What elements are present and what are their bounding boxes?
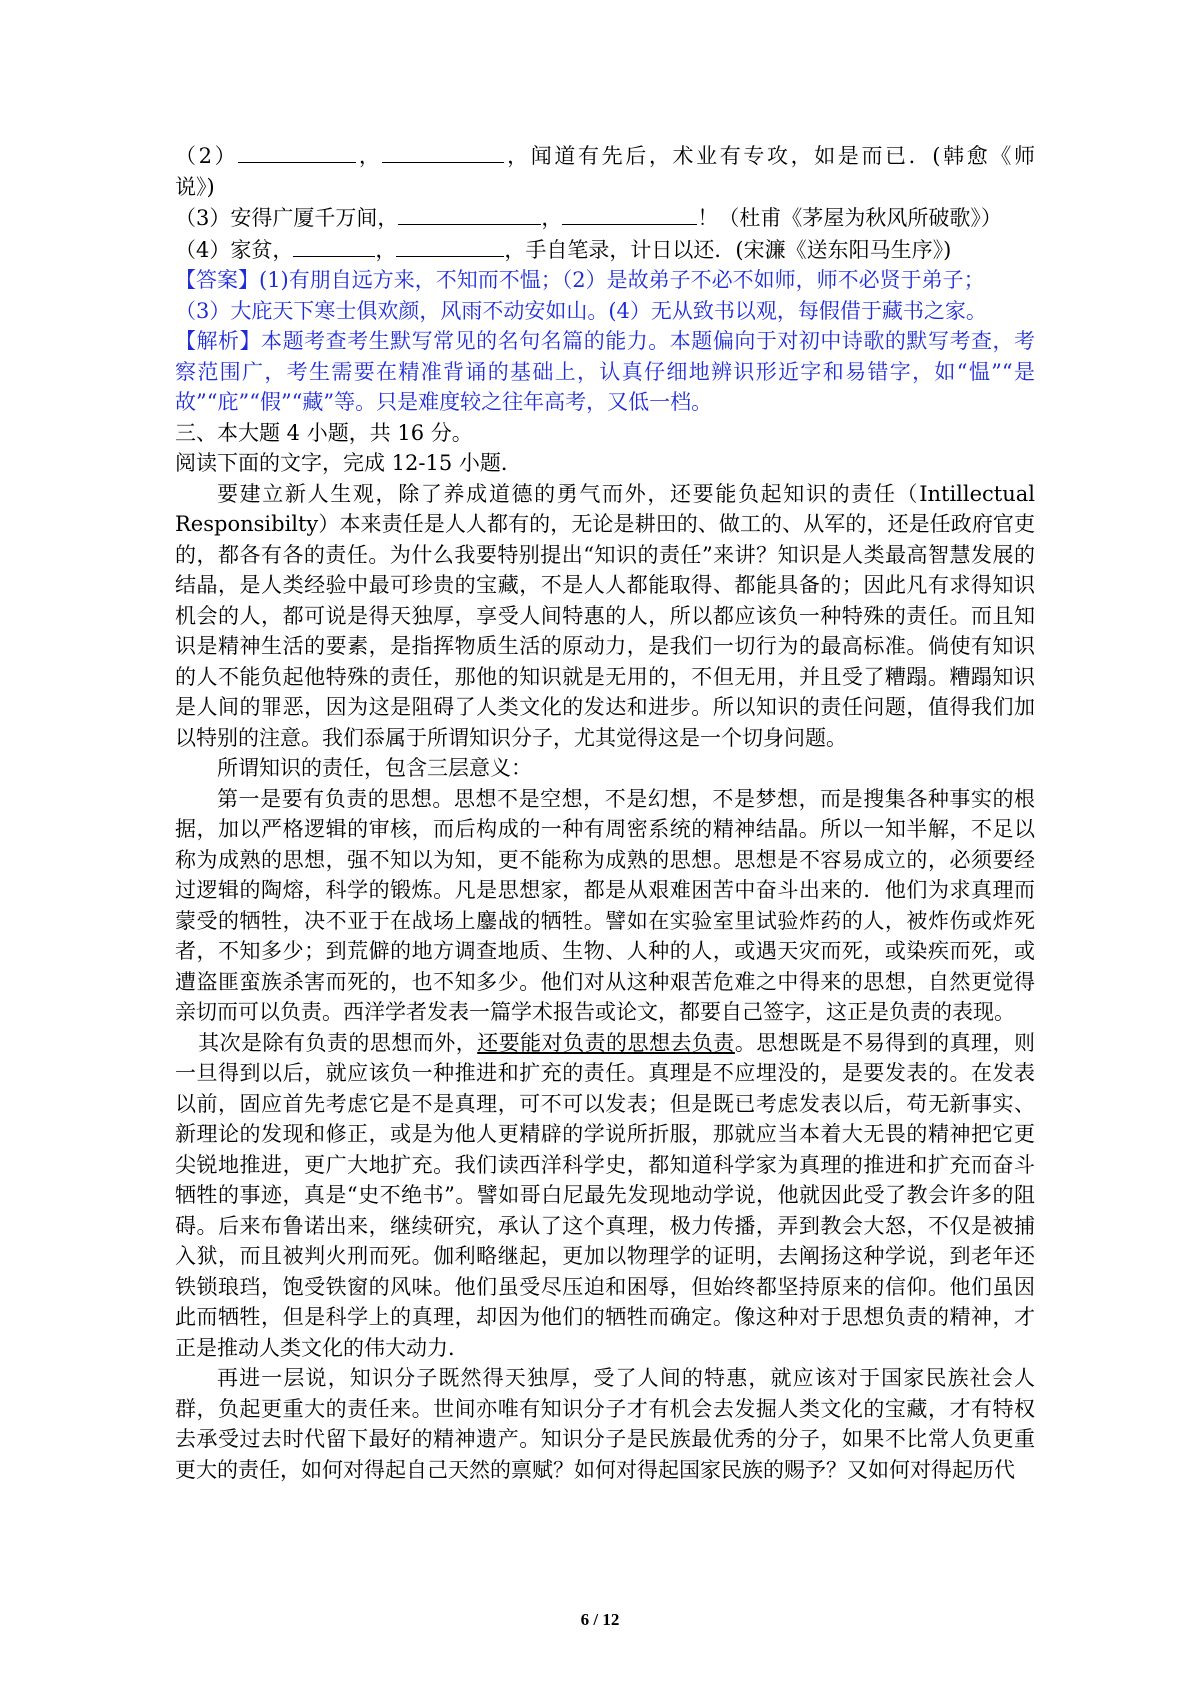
- paragraph-4-lead: 其次是除有负责的思想而外，: [198, 1030, 478, 1055]
- answer-blank: [293, 234, 375, 257]
- article-paragraph-1: 要建立新人生观，除了养成道德的勇气而外，还要能负起知识的责任（Intillectual Responsibilty）本来责任是人人都有的，无论是耕田的、做工的、从军的，还是任政府官吏的，都各有各的责任。为什么我要特别提出“知识的责任”来讲？知识是人类最高智慧发展的结晶，是人类经验中最可珍贵的宝藏，不是人人都能取得、都能具备的；因此凡有求得知识机会的人，都可说是得天独厚，享受人间特惠的人，所以都应该负一种特殊的责任。而且知识是精神生活的要素，是指挥物质生活的原动力，是我们一切行为的最高标准。倘使有知识的人不能负起他特殊的责任，那他的知识就是无用的，不但无用，并且受了糟蹋。糟蹋知识是人间的罪恶，因为这是阻碍了人类文化的发达和进步。所以知识的责任问题，值得我们加以特别的注意。我们忝属于所谓知识分子，尤其觉得这是一个切身问题。: [175, 481, 1035, 750]
- article-paragraph-5: 再进一层说，知识分子既然得天独厚，受了人间的特惠，就应该对于国家民族社会人群，负起更重大的责任来。世间亦唯有知识分子才有机会去发掘人类文化的宝藏，才有特权去承受过去时代留下最好的精神遗产。知识分子是民族最优秀的分子，如果不比常人负更重更大的责任，如何对得起自己天然的禀赋？如何对得起国家民族的赐予？又如何对得起历代: [175, 1366, 1035, 1482]
- answer-line-2: （3）大庇天下寒士俱欢颜，风雨不动安如山。(4）无从致书以观，每假借于藏书之家。: [175, 298, 987, 323]
- question-4-prefix: （4）家贫，: [175, 237, 294, 262]
- question-2-suffix: ，闻道有先后，术业有专攻，如是而已．(韩愈《师: [504, 144, 1035, 168]
- question-2-sep: ，: [356, 144, 383, 168]
- question-4-suffix: ，手自笔录，计日以还．(宋濂《送东阳马生序》): [504, 237, 952, 262]
- section-instruction: 阅读下面的文字，完成 12-15 小题．: [175, 451, 522, 475]
- article-paragraph-4: [175, 1028, 1035, 1364]
- question-2-wrap: 说》): [175, 174, 215, 199]
- answer-blank: [562, 202, 697, 225]
- article-paragraph-2: 所谓知识的责任，包含三层意义：: [217, 756, 532, 780]
- page-number: 6 / 12: [580, 1610, 620, 1629]
- question-3-sep: ，: [541, 206, 563, 230]
- answer-line-1: 【答案】(1)有朋自远方来，不知而不愠；（2）是故弟子不必不如师，师不必贤于弟子；: [175, 268, 985, 292]
- answer-blank: [382, 140, 504, 163]
- page-content: [175, 140, 1035, 1485]
- answer-blank: [398, 202, 541, 225]
- answer-blank: [396, 234, 504, 257]
- paragraph-4-body: 。思想既是不易得到的真理，则一旦得到以后，就应该负一种推进和扩充的责任。真理是不应埋没的，是要发表的。在发表以前，固应首先考虑它是不是真理，可不可以发表；但是既已考虑发表以后，苟无新事实、新理论的发现和修正，或是为他人更精辟的学说所折服，那就应当本着大无畏的精神把它更尖锐地推进，更广大地扩充。我们读西洋科学史，都知道科学家为真理的推进和扩充而奋斗牺牲的事迹，真是“史不绝书”。譬如哥白尼最先发现地动学说，他就因此受了教会许多的阻碍。后来布鲁诺出来，继续研究，承认了这个真理，极力传播，弄到教会大怒，不仅是被捕入狱，而且被判火刑而死。伽利略继起，更加以物理学的证明，去阐扬这种学说，到老年还铁锁琅珰，饱受铁窗的风味。他们虽受尽压迫和困辱，但始终都坚持原来的信仰。他们虽因此而牺牲，但是科学上的真理，却因为他们的牺牲而确定。像这种对于思想负责的精神，才正是推动人类文化的伟大动力．: [175, 1030, 1035, 1360]
- question-3: [175, 202, 1035, 234]
- section-heading: 三、本大题 4 小题，共 16 分。: [175, 420, 473, 445]
- question-2-prefix: （2）: [175, 144, 239, 168]
- question-4: [175, 234, 1035, 266]
- underlined-sentence: 还要能对负责的思想去负责: [477, 1030, 735, 1055]
- question-4-sep: ，: [375, 237, 397, 262]
- question-3-suffix: ！（杜甫《茅屋为秋风所破歌》）: [697, 206, 1002, 230]
- question-3-prefix: （3）安得广厦千万间，: [175, 206, 399, 230]
- answer-blank: [238, 140, 356, 163]
- question-2: [175, 140, 1035, 172]
- article-paragraph-3: 第一是要有负责的思想。思想不是空想，不是幻想，不是梦想，而是搜集各种事实的根据，加以严格逻辑的审核，而后构成的一种有周密系统的精神结晶。所以一知半解，不足以称为成熟的思想，强不知以为知，更不能称为成熟的思想。思想是不容易成立的，必须要经过逻辑的陶熔，科学的锻炼。凡是思想家，都是从艰难困苦中奋斗出来的．他们为求真理而蒙受的牺牲，决不亚于在战场上鏖战的牺牲。譬如在实验室里试验炸药的人，被炸伤或炸死者，不知多少；到荒僻的地方调查地质、生物、人种的人，或遇天灾而死，或染疾而死，或遭盗匪蛮族杀害而死的，也不知多少。他们对从这种艰苦危难之中得来的思想，自然更觉得亲切而可以负责。西洋学者发表一篇学术报告或论文，都要自己签字，这正是负责的表现。: [175, 786, 1035, 1024]
- analysis-text: 【解析】本题考查考生默写常见的名句名篇的能力。本题偏向于对初中诗歌的默写考查，考察范围广，考生需要在精准背诵的基础上，认真仔细地辨识形近字和易错字，如“愠”“是故”“庇”“假”“藏”等。只是难度较之往年高考，又低一档。: [175, 329, 1035, 414]
